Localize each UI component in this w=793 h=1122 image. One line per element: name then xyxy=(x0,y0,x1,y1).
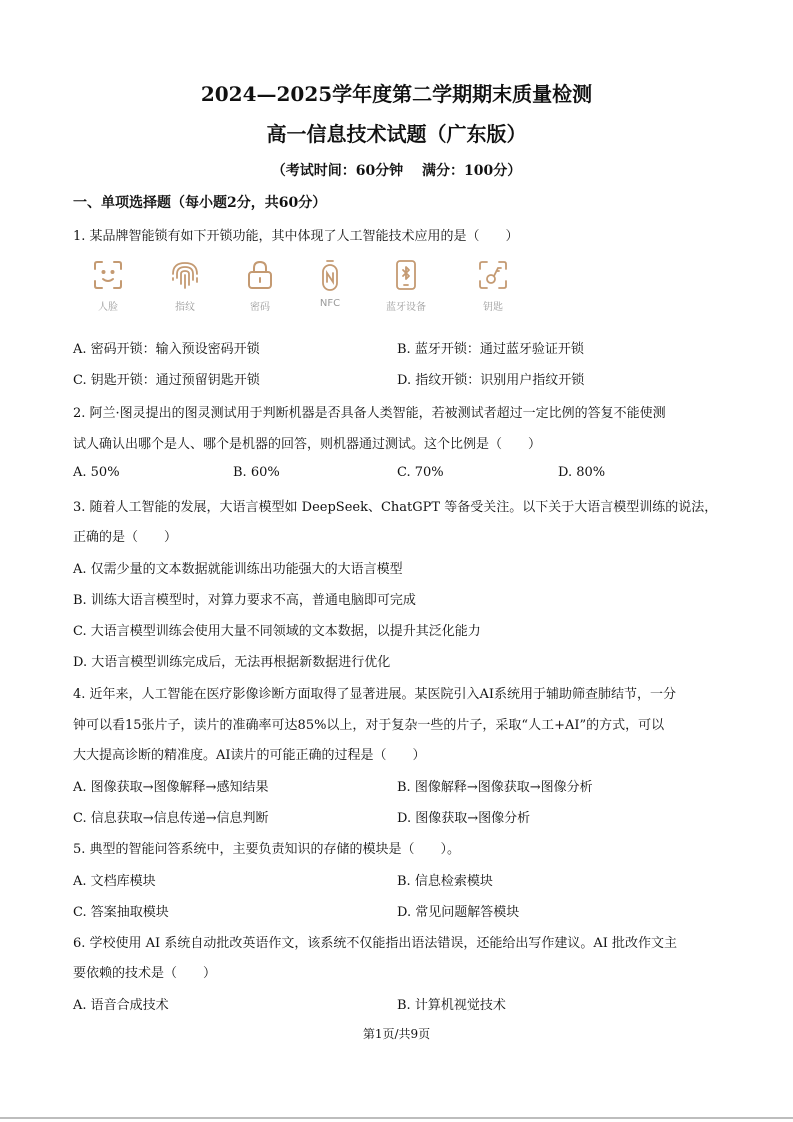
exam-title: 2024—2025学年度第二学期期末质量检测 xyxy=(200,82,593,106)
question-2-option-b[interactable]: B. 60% xyxy=(233,465,280,480)
question-5-stem: 5. 典型的智能问答系统中，主要负责知识的存储的模块是（ ）。 xyxy=(73,842,461,857)
bluetooth-device-icon xyxy=(384,258,428,313)
lock-icon xyxy=(238,258,282,313)
question-2-option-c[interactable]: C. 70% xyxy=(397,465,444,480)
question-5-option-c[interactable]: C. 答案抽取模块 xyxy=(73,905,169,920)
question-4-line-1: 4. 近年来，人工智能在医疗影像诊断方面取得了显著进展。某医院引入AI系统用于辅助筛查肺结节，一分 xyxy=(73,687,677,702)
question-2-line-2: 试人确认出哪个是人、哪个是机器的回答，则机器通过测试。这个比例是（ ） xyxy=(73,437,542,452)
icon-label: NFC xyxy=(319,298,341,309)
icon-label: 蓝牙设备 xyxy=(386,302,426,313)
question-3-line-1: 3. 随着人工智能的发展，大语言模型如 DeepSeek、ChatGPT 等备受关注。以下关于大语言模型训练的说法， xyxy=(73,500,718,515)
question-2-option-a[interactable]: A. 50% xyxy=(73,465,120,480)
fingerprint-icon xyxy=(163,258,207,313)
exam-info: （考试时间：60分钟 满分：100分） xyxy=(271,163,522,179)
icon-label: 指纹 xyxy=(175,302,195,313)
question-4-option-b[interactable]: B. 图像解释→图像获取→图像分析 xyxy=(397,780,593,795)
face-icon xyxy=(86,258,130,313)
question-1-option-d[interactable]: D. 指纹开锁：识别用户指纹开锁 xyxy=(397,373,585,388)
icon-label: 密码 xyxy=(250,302,270,313)
question-2-line-1: 2. 阿兰·图灵提出的图灵测试用于判断机器是否具备人类智能，若被测试者超过一定比例的答复不能使测 xyxy=(73,406,666,421)
question-4-line-3: 大大提高诊断的精准度。AI读片的可能正确的过程是（ ） xyxy=(73,748,426,763)
question-3-option-a[interactable]: A. 仅需少量的文本数据就能训练出功能强大的大语言模型 xyxy=(73,562,403,577)
key-icon xyxy=(471,258,515,313)
question-5-option-d[interactable]: D. 常见问题解答模块 xyxy=(397,905,520,920)
section-heading: 一、单项选择题（每小题2分，共60分） xyxy=(73,195,327,211)
question-6-option-a[interactable]: A. 语音合成技术 xyxy=(73,998,169,1013)
question-6-line-1: 6. 学校使用 AI 系统自动批改英语作文，该系统不仅能指出语法错误，还能给出写作建议。AI 批改作文主 xyxy=(73,936,677,951)
page-bottom-divider xyxy=(0,1117,793,1119)
exam-subtitle: 高一信息技术试题（广东版） xyxy=(266,122,527,146)
question-4-line-2: 钟可以看15张片子，读片的准确率可达85%以上，对于复杂一些的片子，采取“人工+AI”的方式，可以 xyxy=(73,718,665,733)
question-4-option-d[interactable]: D. 图像获取→图像分析 xyxy=(397,811,531,826)
question-2-option-d[interactable]: D. 80% xyxy=(558,465,606,480)
page-number: 第1页/共9页 xyxy=(362,1027,431,1041)
question-3-option-c[interactable]: C. 大语言模型训练会使用大量不同领域的文本数据，以提升其泛化能力 xyxy=(73,624,481,639)
icon-label: 钥匙 xyxy=(483,302,503,313)
question-3-option-b[interactable]: B. 训练大语言模型时，对算力要求不高，普通电脑即可完成 xyxy=(73,593,416,608)
question-3-line-2: 正确的是（ ） xyxy=(73,530,178,545)
question-5-option-b[interactable]: B. 信息检索模块 xyxy=(397,874,493,889)
question-5-option-a[interactable]: A. 文档库模块 xyxy=(73,874,156,889)
question-4-option-a[interactable]: A. 图像获取→图像解释→感知结果 xyxy=(73,780,269,795)
question-4-option-c[interactable]: C. 信息获取→信息传递→信息判断 xyxy=(73,811,269,826)
question-6-line-2: 要依赖的技术是（ ） xyxy=(73,966,217,981)
question-3-option-d[interactable]: D. 大语言模型训练完成后，无法再根据新数据进行优化 xyxy=(73,655,391,670)
icon-label: 人脸 xyxy=(98,302,118,313)
question-1-option-b[interactable]: B. 蓝牙开锁：通过蓝牙验证开锁 xyxy=(397,342,584,357)
question-1-option-c[interactable]: C. 钥匙开锁：通过预留钥匙开锁 xyxy=(73,373,260,388)
question-6-option-b[interactable]: B. 计算机视觉技术 xyxy=(397,998,506,1013)
question-1-option-a[interactable]: A. 密码开锁：输入预设密码开锁 xyxy=(73,342,260,357)
question-1-stem: 1. 某品牌智能锁有如下开锁功能，其中体现了人工智能技术应用的是（ ） xyxy=(73,229,519,244)
nfc-icon xyxy=(308,258,352,309)
